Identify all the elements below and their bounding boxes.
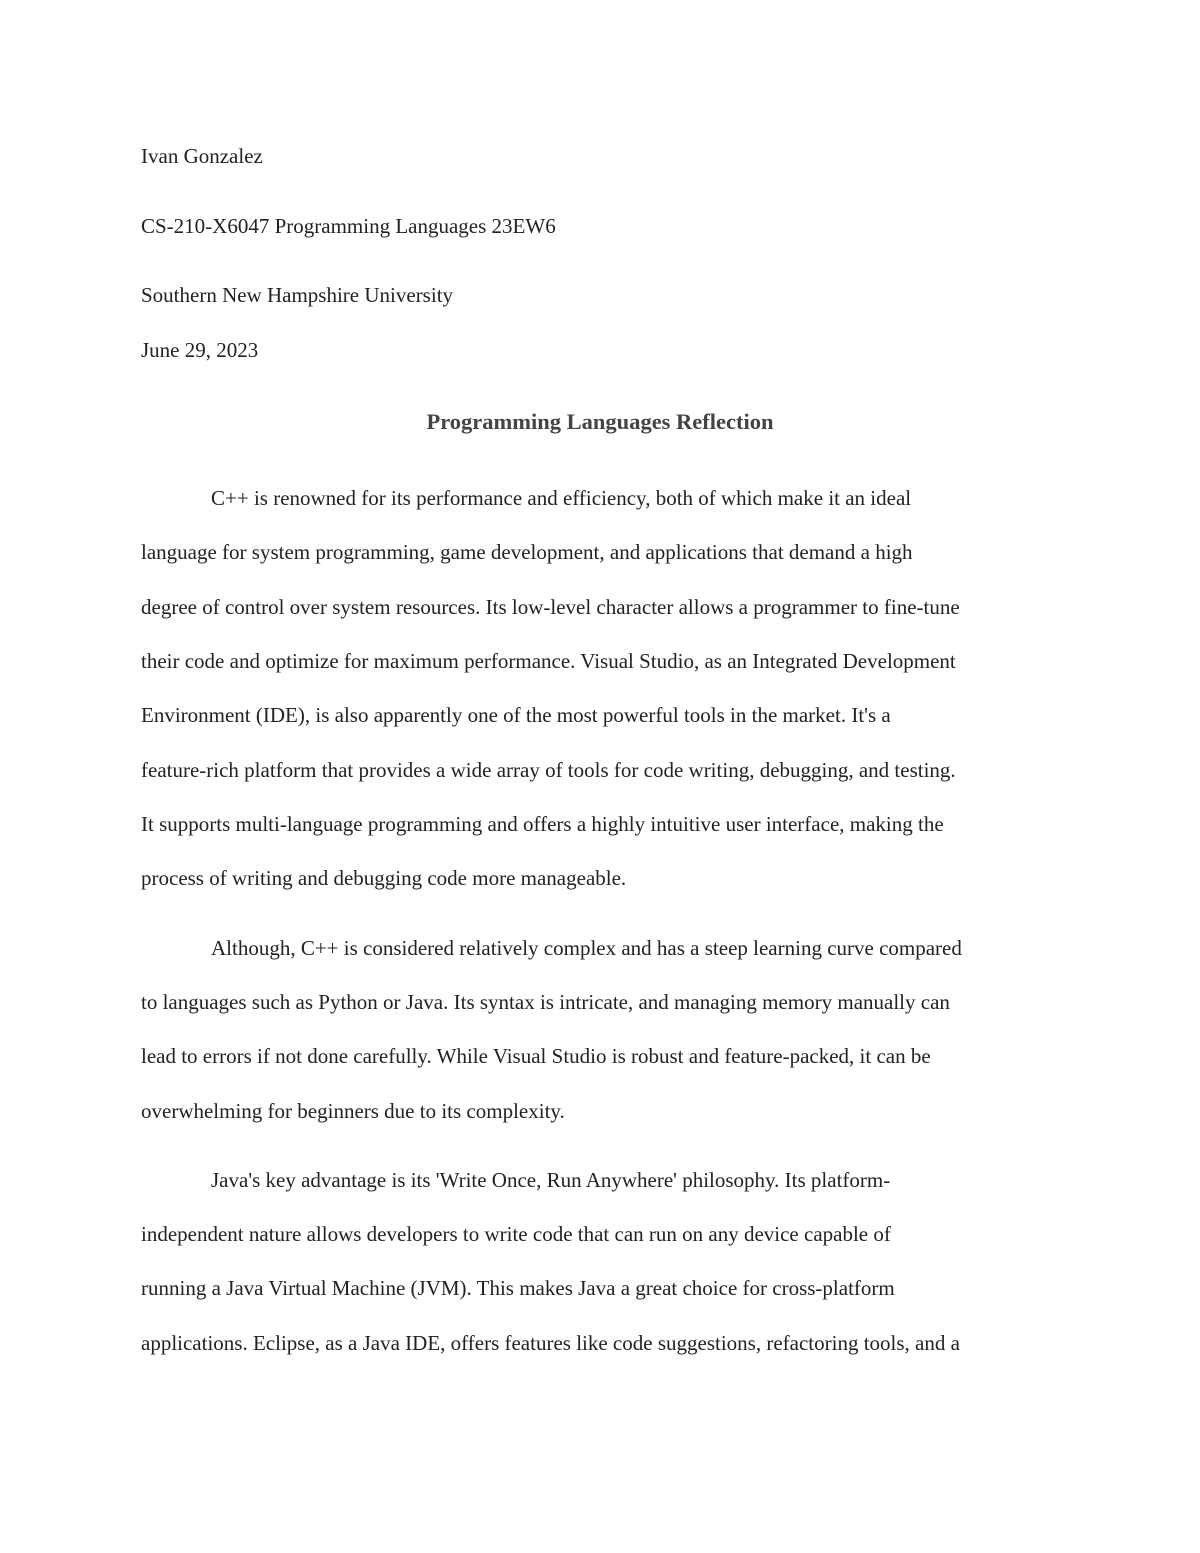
document-date: June 29, 2023 xyxy=(141,338,259,362)
paragraph-line: Environment (IDE), is also apparently one of the most powerful tools in the market. It's a xyxy=(141,703,891,727)
paragraph-line: Java's key advantage is its 'Write Once, Run Anywhere' philosophy. Its platform- xyxy=(211,1168,891,1192)
paragraph-line: independent nature allows developers to write code that can run on any device capable of xyxy=(141,1222,891,1246)
institution-name: Southern New Hampshire University xyxy=(141,283,454,307)
document-title: Programming Languages Reflection xyxy=(426,409,774,434)
paragraph-line: to languages such as Python or Java. Its syntax is intricate, and managing memory manually can xyxy=(141,990,950,1014)
paragraph-line: applications. Eclipse, as a Java IDE, offers features like code suggestions, refactoring tools, and a xyxy=(141,1331,960,1355)
paragraph-line: language for system programming, game development, and applications that demand a high xyxy=(141,540,913,564)
paragraph-line: It supports multi-language programming and offers a highly intuitive user interface, making the xyxy=(141,812,944,836)
paragraph-line: process of writing and debugging code more manageable. xyxy=(141,866,627,890)
course-name: CS-210-X6047 Programming Languages 23EW6 xyxy=(141,214,556,238)
paragraph-line: C++ is renowned for its performance and efficiency, both of which make it an ideal xyxy=(211,486,912,510)
paragraph-line: lead to errors if not done carefully. While Visual Studio is robust and feature-packed, it can be xyxy=(141,1044,931,1068)
paragraph-line: their code and optimize for maximum performance. Visual Studio, as an Integrated Development xyxy=(141,649,956,673)
paragraph-line: running a Java Virtual Machine (JVM). This makes Java a great choice for cross-platform xyxy=(141,1276,895,1300)
author-name: Ivan Gonzalez xyxy=(141,144,263,168)
paragraph-line: degree of control over system resources. Its low-level character allows a programmer to fine-tune xyxy=(141,595,960,619)
paragraph-line: Although, C++ is considered relatively complex and has a steep learning curve compared xyxy=(211,936,962,960)
paragraph-line: feature-rich platform that provides a wide array of tools for code writing, debugging, and testing. xyxy=(141,758,956,782)
paragraph-line: overwhelming for beginners due to its complexity. xyxy=(141,1099,565,1123)
